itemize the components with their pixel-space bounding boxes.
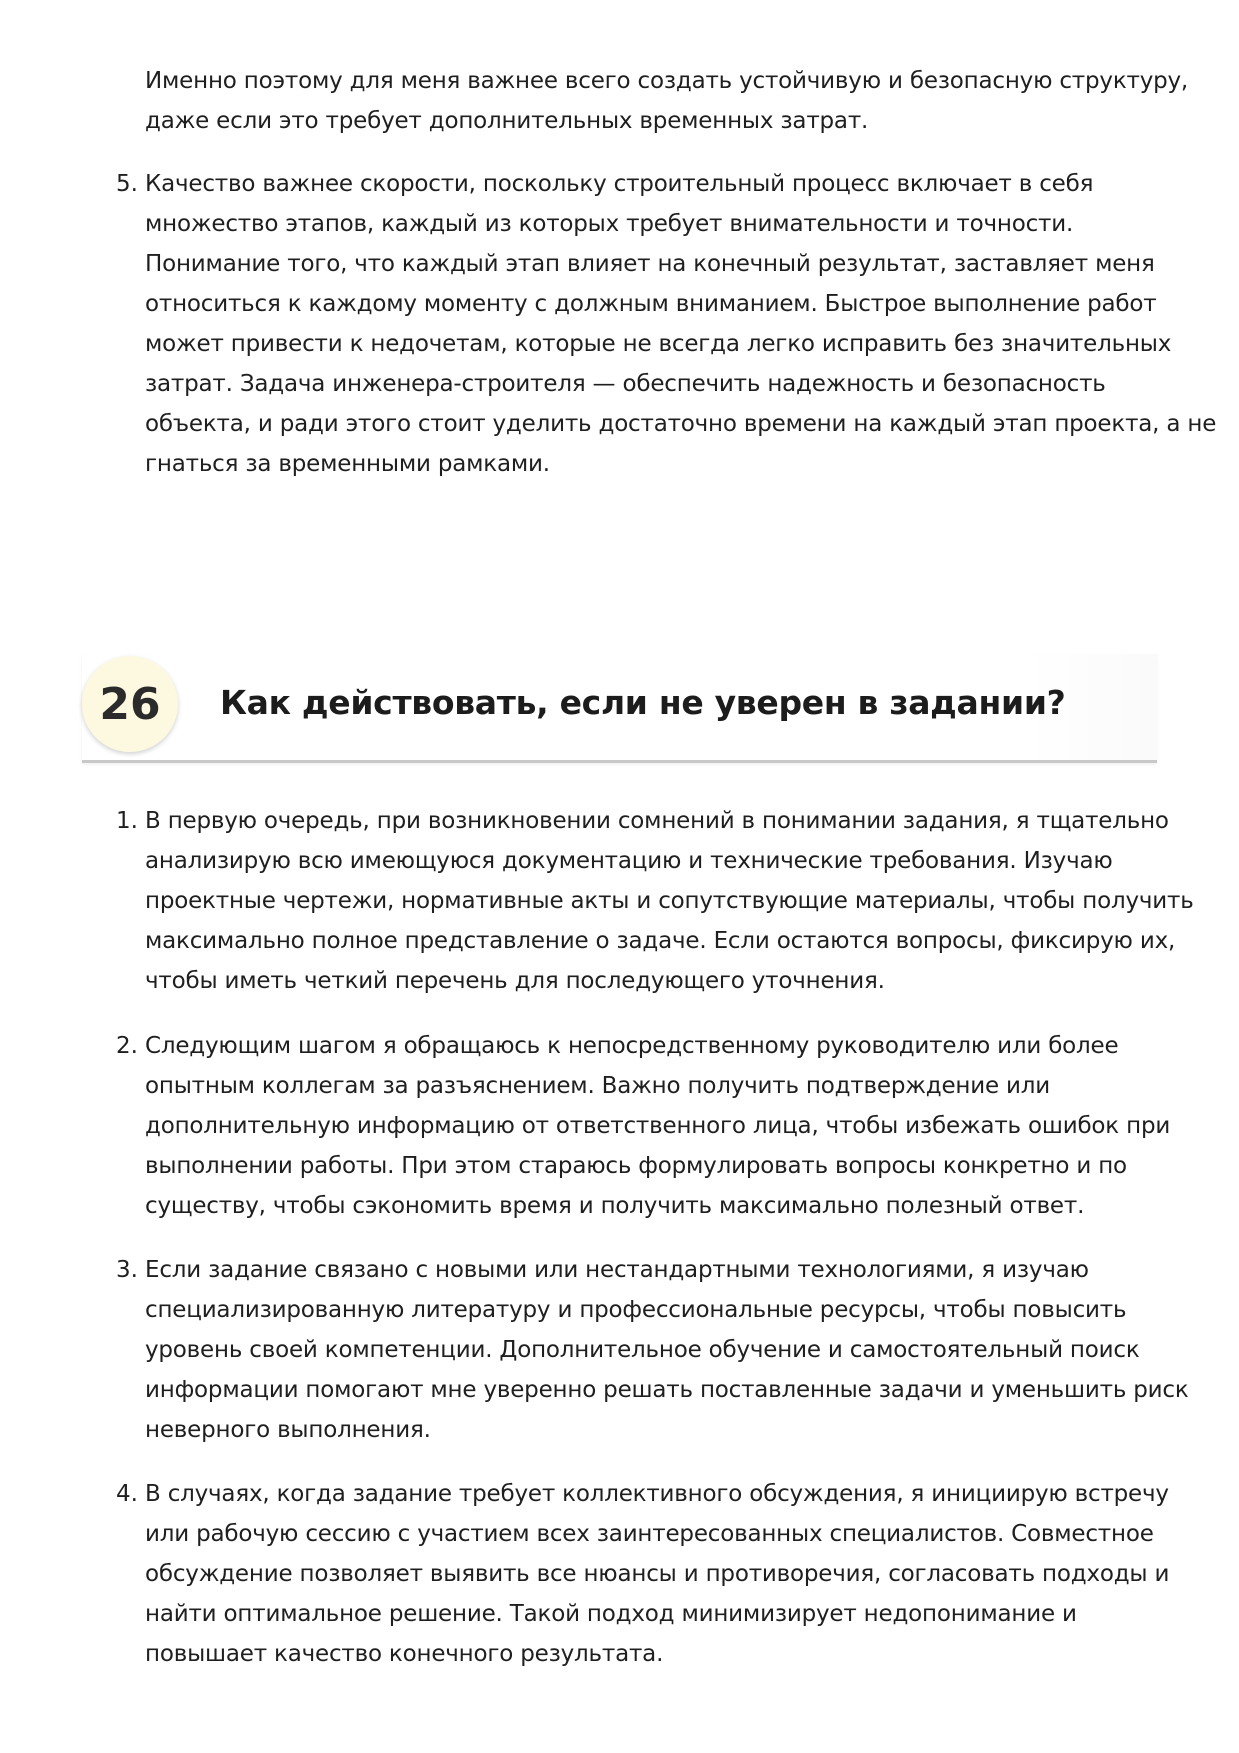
paragraph-line: В первую очередь, при возникновении сомнений в понимании задания, я тщательно (145, 808, 1169, 834)
paragraph-line: существу, чтобы сэкономить время и получить максимально полезный ответ. (145, 1193, 1085, 1219)
paragraph-line: или рабочую сессию с участием всех заинтересованных специалистов. Совместное (145, 1521, 1154, 1547)
paragraph-line: информации помогают мне уверенно решать поставленные задачи и уменьшить риск (145, 1377, 1189, 1403)
section-header (82, 654, 1157, 762)
paragraph-line: найти оптимальное решение. Такой подход минимизирует недопонимание и (145, 1601, 1077, 1627)
paragraph-line: Следующим шагом я обращаюсь к непосредственному руководителю или более (145, 1033, 1119, 1059)
paragraph-line: повышает качество конечного результата. (145, 1641, 664, 1667)
paragraph-line: Если задание связано с новыми или нестандартными технологиями, я изучаю (145, 1257, 1089, 1283)
paragraph-line: Качество важнее скорости, поскольку строительный процесс включает в себя (145, 171, 1094, 197)
paragraph-line: анализирую всю имеющуюся документацию и технические требования. Изучаю (145, 848, 1113, 874)
paragraph-line: даже если это требует дополнительных временных затрат. (145, 108, 869, 134)
paragraph-line: затрат. Задача инженера-строителя — обеспечить надежность и безопасность (145, 371, 1106, 397)
continued-paragraph (145, 61, 1189, 141)
paragraph-line: уровень своей компетенции. Дополнительное обучение и самостоятельный поиск (145, 1337, 1140, 1363)
paragraph-line: Именно поэтому для меня важнее всего создать устойчивую и безопасную структуру, (145, 68, 1189, 94)
paragraph-line: гнаться за временными рамками. (145, 451, 550, 477)
paragraph-line: проектные чертежи, нормативные акты и сопутствующие материалы, чтобы получить (145, 888, 1194, 914)
paragraph-line: неверного выполнения. (145, 1417, 431, 1443)
paragraph-line: выполнении работы. При этом стараюсь формулировать вопросы конкретно и по (145, 1153, 1127, 1179)
paragraph-line: Понимание того, что каждый этап влияет на конечный результат, заставляет меня (145, 251, 1155, 277)
paragraph-line: максимально полное представление о задаче. Если остаются вопросы, фиксирую их, (145, 928, 1176, 954)
paragraph-line: относиться к каждому моменту с должным вниманием. Быстрое выполнение работ (145, 291, 1157, 317)
paragraph-line: В случаях, когда задание требует коллективного обсуждения, я инициирую встречу (145, 1481, 1169, 1507)
list-item-number: 5. (116, 171, 138, 197)
list-item-number: 2. (116, 1033, 138, 1059)
list-item-4 (145, 1474, 1170, 1674)
list-item-number: 3. (116, 1257, 138, 1283)
list-item-number: 4. (116, 1481, 138, 1507)
paragraph-line: может привести к недочетам, которые не всегда легко исправить без значительных (145, 331, 1172, 357)
paragraph-line: множество этапов, каждый из которых требует внимательности и точности. (145, 211, 1074, 237)
paragraph-line: обсуждение позволяет выявить все нюансы и противоречия, согласовать подходы и (145, 1561, 1170, 1587)
list-item-2 (145, 1026, 1171, 1226)
section-number-badge: 26 (82, 656, 178, 752)
list-item-5 (145, 164, 1217, 484)
list-item-number: 1. (116, 808, 138, 834)
list-item-3 (145, 1250, 1189, 1450)
paragraph-line: объекта, и ради этого стоит уделить достаточно времени на каждый этап проекта, а не (145, 411, 1217, 437)
list-item-1 (145, 801, 1194, 1001)
paragraph-line: опытным коллегам за разъяснением. Важно получить подтверждение или (145, 1073, 1051, 1099)
paragraph-line: дополнительную информацию от ответственного лица, чтобы избежать ошибок при (145, 1113, 1171, 1139)
paragraph-line: специализированную литературу и профессиональные ресурсы, чтобы повысить (145, 1297, 1127, 1323)
paragraph-line: чтобы иметь четкий перечень для последующего уточнения. (145, 968, 885, 994)
section-title: Как действовать, если не уверен в задании? (220, 683, 1066, 722)
